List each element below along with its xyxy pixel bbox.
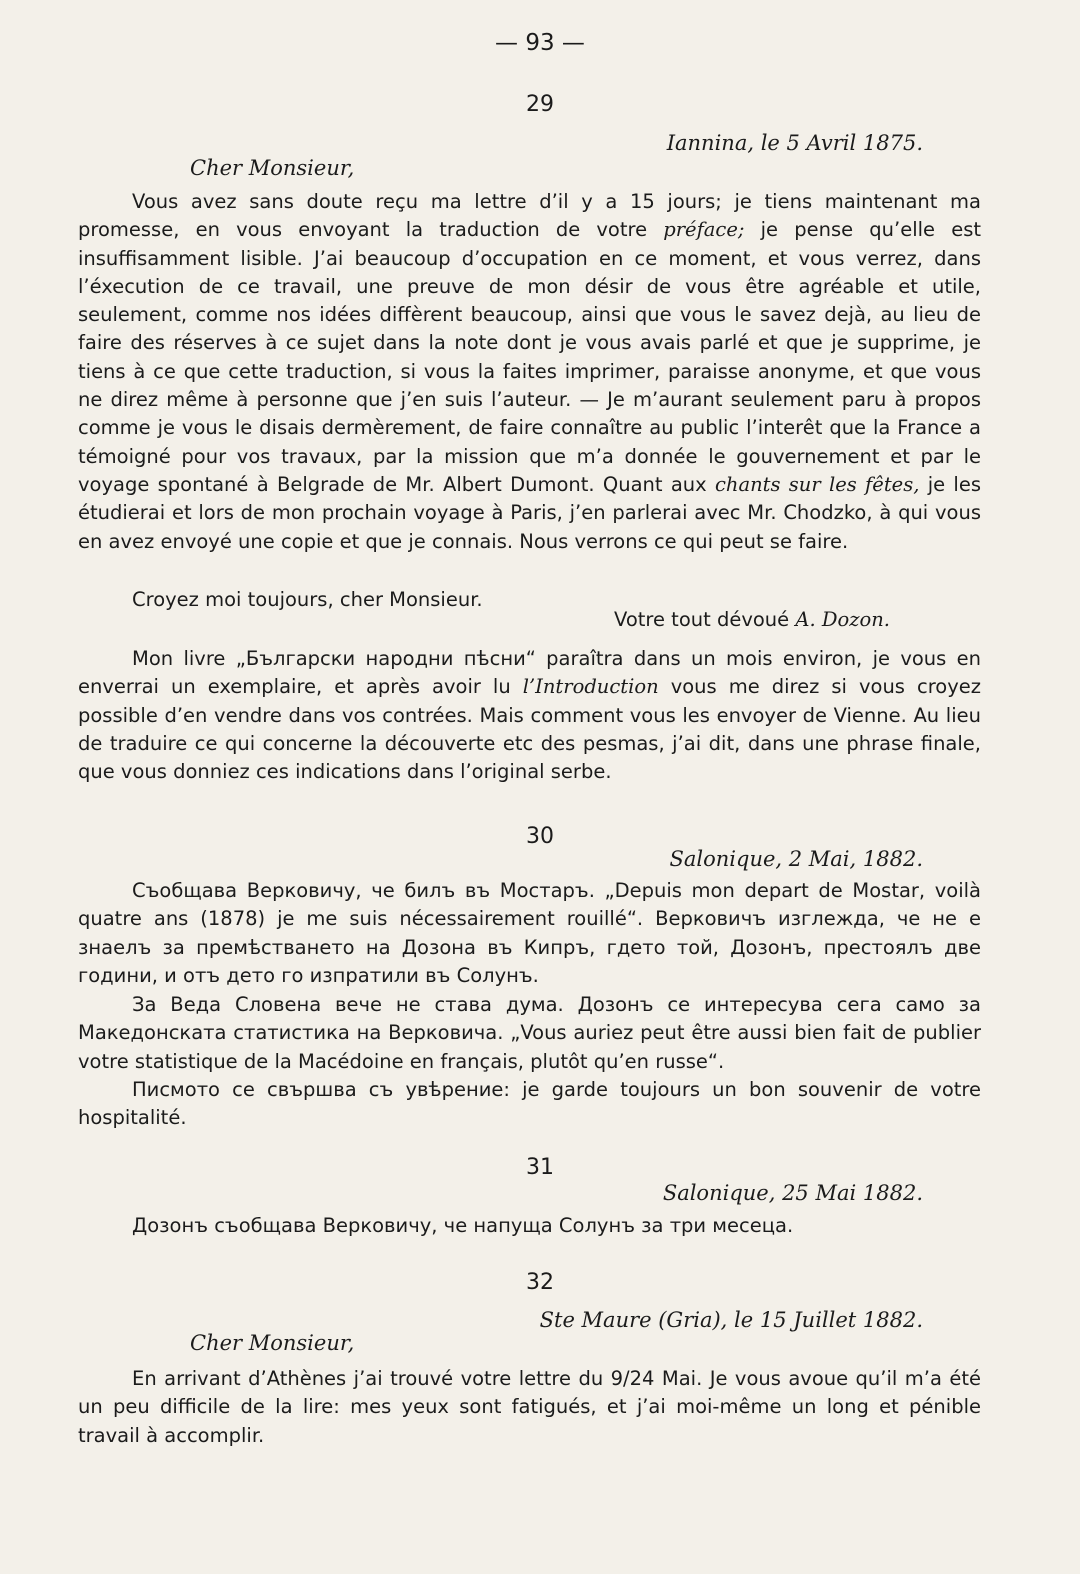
text-run: je pense qu’elle est insuffisamment lisible. J’ai beaucoup d’occupation en ce moment, et vous verrez, dans l’éxecution de ce travail, une preuve de mon désir de vous être agréable et utile, seulement, comme nos idées diffèrent beaucoup, ainsi que vous le savez dejà, au lieu de faire des réserves à ce sujet dans la note dont je vous avais parlé et que je supprime, je tiens à ce que cette traduction, si vous la faites imprimer, paraisse anonyme, et que vous ne direz même à personne que j’en suis l’auteur. — Je m’aurant seulement paru à propos comme je vous le disais dermèrement, de faire connaître au public l’interêt que la France a témoigné pour vos travaux, par la mission que m’a donnée le gouvernement et par le voyage spontané à Belgrade de Mr. Albert Dumont. Quant aux — [78, 218, 981, 496]
text-run: vous me direz si vous croyez possible d’en vendre dans vos contrées. Mais comment vous les envoyer de Vienne. Au lieu de traduire ce qui concerne la découverte etc des pesmas, j’ai dit, dans une phrase finale, que vous donniez ces indications dans l’original serbe. — [78, 675, 981, 784]
letter-salutation: Cher Monsieur, — [190, 156, 355, 180]
signature-prefix: Votre tout dévoué — [614, 608, 796, 631]
emphasis-text: préface; — [663, 218, 745, 242]
emphasis-text: l’Introduction — [522, 675, 659, 699]
text-run: Mon livre „Български народни пѣсни“ paraîtra dans un mois environ, je vous en enverrai un exemplaire, et après avoir lu — [78, 647, 981, 699]
letter-paragraph: Съобщава Верковичу, че билъ въ Мостаръ. „Depuis mon depart de Mostar, voilà quatre ans (1878) je me suis nécessairement rouillé“. Верковичъ изглежда, че не е знаелъ за премѣстването на Дозона въ Кипръ, гдето той, Дозонъ, престоялъ две години, и отъ дето го изпратили въ Солунъ. — [78, 879, 981, 987]
letter-dateline: Iannina, le 5 Avril 1875. — [666, 131, 923, 155]
letter-number: 32 — [526, 1270, 554, 1295]
signature-name: A. Dozon. — [795, 608, 890, 631]
emphasis-text: chants sur les fêtes, — [714, 472, 920, 496]
letter-paragraph — [78, 188, 981, 556]
letter-paragraph: En arrivant d’Athènes j’ai trouvé votre lettre du 9/24 Mai. Je vous avoue qu’il m’a été un peu difficile de la lire: mes yeux sont fatigués, et j’ai moi-même un long et pénible travail à accomplir. — [78, 1367, 981, 1447]
letter-salutation: Cher Monsieur, — [190, 1331, 355, 1355]
postscript-paragraph — [78, 645, 981, 786]
letter-dateline: Salonique, 25 Mai 1882. — [662, 1181, 923, 1205]
letter-paragraph: Дозонъ съобщава Верковичу, че напуща Солунъ за три месеца. — [132, 1214, 794, 1237]
letter-dateline: Salonique, 2 Mai, 1882. — [669, 847, 923, 871]
letter-number: 29 — [526, 92, 554, 117]
letter-signature — [614, 608, 890, 631]
letter-number: 30 — [526, 824, 554, 849]
letter-paragraph: Croyez moi toujours, cher Monsieur. — [132, 588, 483, 611]
letter-paragraph: Писмото се свършва съ увѣрение: je garde toujours un bon souvenir de votre hospitalité. — [78, 1078, 981, 1130]
letter-paragraph: За Веда Словена вече не става дума. Дозонъ се интересува сега само за Македонската статистика на Верковича. „Vous auriez peut être aussi bien fait de publier votre statistique de la Macédoine en français, plutôt qu’en russe“. — [78, 993, 981, 1073]
text-run: je les étudierai et lors de mon prochain voyage à Paris, j’en parlerai avec Mr. Chodzko, à qui vous en avez envoyé une copie et que je connais. Nous verrons ce qui peut se faire. — [78, 472, 981, 553]
letter-dateline: Ste Maure (Gria), le 15 Juillet 1882. — [539, 1308, 923, 1332]
letter-number: 31 — [526, 1155, 554, 1180]
page-number: — 93 — — [495, 30, 585, 56]
text-run: Vous avez sans doute reçu ma lettre d’il y a 15 jours; je tiens maintenant ma promesse, en vous envoyant la traduction de votre — [78, 190, 981, 242]
